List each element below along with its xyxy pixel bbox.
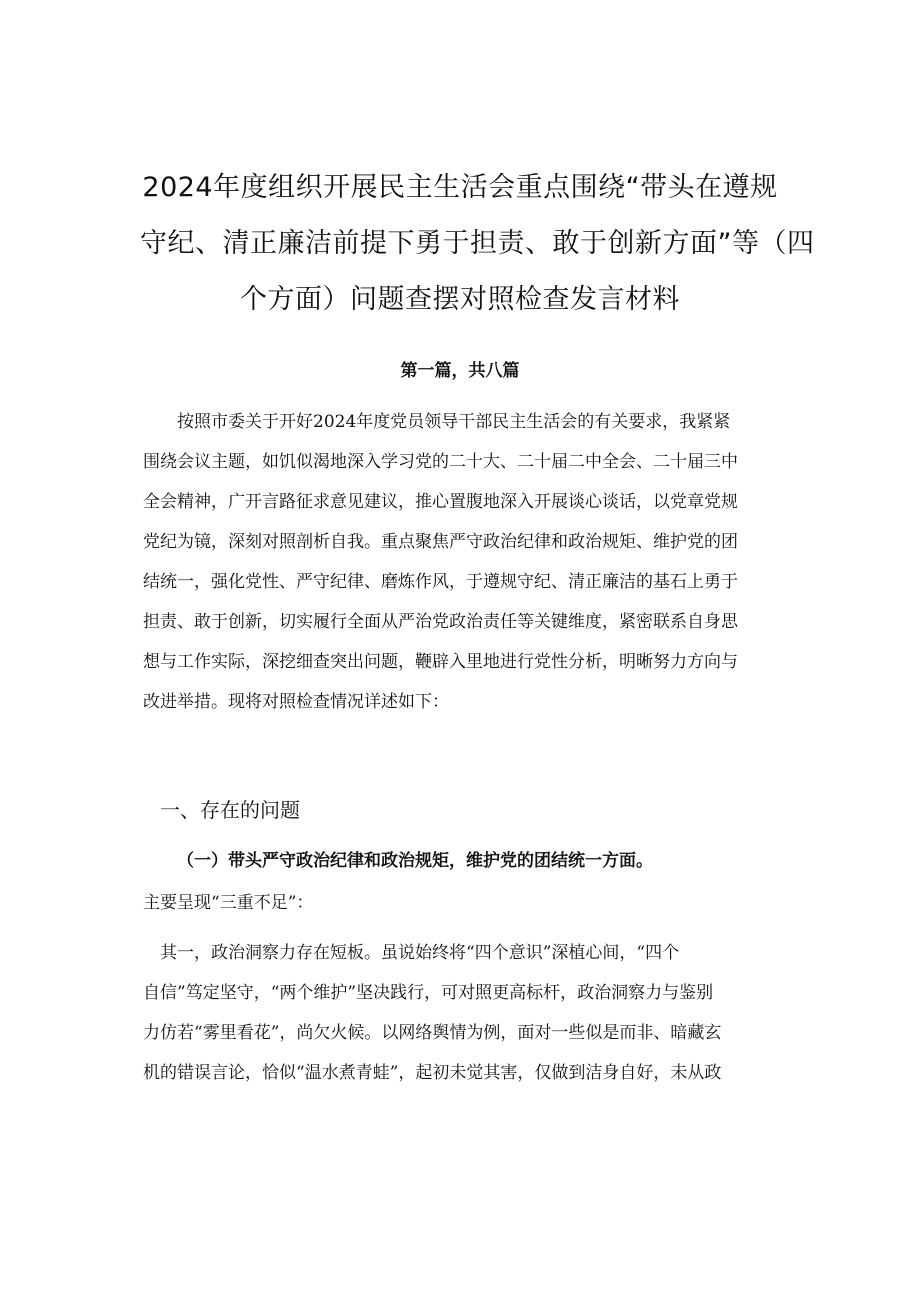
intro-paragraph — [143, 402, 823, 722]
title-line: 个方面）问题查摆对照检查发言材料 — [240, 284, 680, 315]
text-line: 围绕会议主题，如饥似渴地深入学习党的二十大、二十届二中全会、二十届三中 — [143, 452, 738, 472]
text-line: 其一，政治洞察力存在短板。虽说始终将“四个意识”深植心间，“四个 — [160, 943, 680, 963]
title-line: 守纪、清正廉洁前提下勇于担责、敢于创新方面”等（四 — [140, 228, 815, 259]
title-line: 2024年度组织开展民主生活会重点围绕“带头在遵规 — [142, 172, 778, 203]
text-line: 担责、敢于创新，切实履行全面从严治党政治责任等关键维度，紧密联系自身思 — [143, 612, 738, 632]
text-line: 党纪为镜，深刻对照剖析自我。重点聚焦严守政治纪律和政治规矩、维护党的团 — [143, 532, 738, 552]
text-line: 自信”笃定坚守，“两个维护”坚决践行，可对照更高标杆，政治洞察力与鉴别 — [143, 983, 714, 1003]
text-line: 想与工作实际，深挖细查突出问题，鞭辟入里地进行党性分析，明晰努力方向与 — [143, 652, 738, 672]
section-heading: 一、存在的问题 — [160, 798, 300, 822]
text-line: 改进举措。现将对照检查情况详述如下： — [143, 692, 449, 712]
subsection-heading — [143, 840, 843, 924]
point-paragraph — [143, 933, 823, 1093]
text-line: 按照市委关于开好2024年度党员领导干部民主生活会的有关要求，我紧紧 — [177, 412, 731, 432]
subsection-title: （一）带头严守政治纪律和政治规矩，维护党的团结统一方面。 — [177, 851, 653, 871]
text-line: 力仿若“雾里看花”，尚欠火候。以网络舆情为例，面对一些似是而非、暗藏玄 — [143, 1023, 722, 1043]
document-title — [140, 160, 815, 328]
text-line: 结统一，强化党性、严守纪律、磨炼作风，于遵规守纪、清正廉洁的基石上勇于 — [143, 572, 738, 592]
document-subtitle: 第一篇，共八篇 — [400, 361, 520, 381]
text-line: 全会精神，广开言路征求意见建议，推心置腹地深入开展谈心谈话，以党章党规 — [143, 492, 738, 512]
subsection-lead: 主要呈现“三重不足”： — [143, 893, 314, 913]
text-line: 机的错误言论，恰似“温水煮青蛙”，起初未觉其害，仅做到洁身自好，未从政 — [143, 1063, 722, 1083]
